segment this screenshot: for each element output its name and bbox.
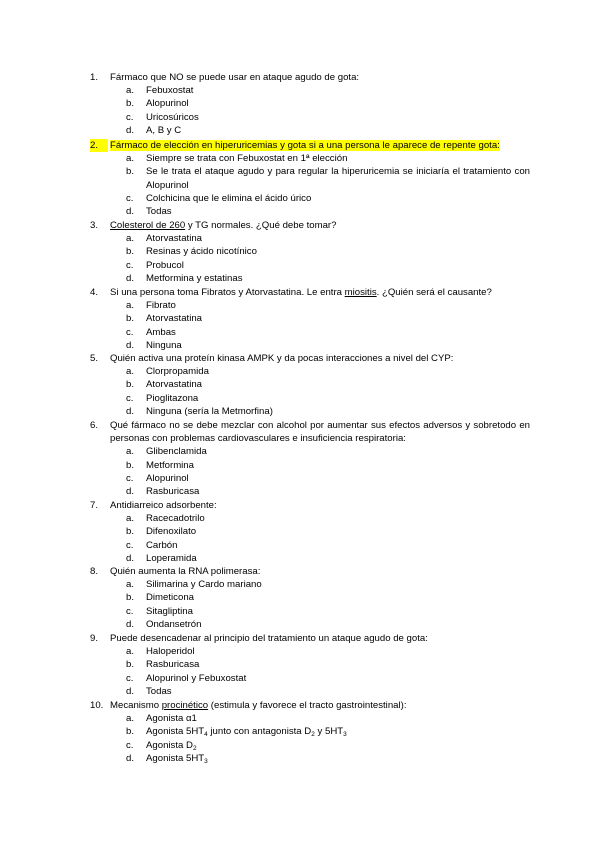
option-letter: b. bbox=[126, 726, 135, 738]
option-list bbox=[90, 645, 530, 698]
option-letter: a. bbox=[126, 446, 135, 458]
option-list bbox=[90, 578, 530, 631]
option-b bbox=[126, 312, 530, 325]
option-text: Pioglitazona bbox=[146, 392, 199, 404]
option-b bbox=[126, 725, 530, 739]
option-list bbox=[90, 84, 530, 137]
question-text: Quién activa una proteín kinasa AMPK y da pocas interacciones a nivel del CYP: bbox=[110, 353, 454, 364]
option-a bbox=[126, 512, 530, 525]
text-part: junto con antagonista D bbox=[207, 726, 312, 738]
question-10 bbox=[90, 699, 530, 765]
option-letter: b. bbox=[126, 379, 135, 391]
option-text: Alopurinol bbox=[146, 472, 189, 484]
option-d bbox=[126, 339, 530, 352]
question-number: 2. bbox=[90, 139, 108, 152]
question-text: Fármaco que NO se puede usar en ataque agudo de gota: bbox=[110, 72, 360, 83]
option-text: Racecadotrilo bbox=[146, 513, 205, 525]
option-text: Silimarina y Cardo mariano bbox=[146, 579, 262, 591]
option-letter: a. bbox=[126, 713, 135, 725]
option-text: Dimeticona bbox=[146, 592, 194, 604]
question-text: Quién aumenta la RNA polimerasa: bbox=[110, 566, 261, 577]
option-text: Agonista α1 bbox=[146, 713, 197, 725]
option-text: Ambas bbox=[146, 326, 176, 338]
option-letter: c. bbox=[126, 392, 134, 404]
option-letter: a. bbox=[126, 366, 135, 378]
question-text: Antidiarreico adsorbente: bbox=[110, 500, 217, 511]
option-c bbox=[126, 739, 530, 752]
option-letter: d. bbox=[126, 618, 135, 630]
option-letter: c. bbox=[126, 472, 134, 484]
question-text bbox=[110, 219, 530, 232]
option-letter: a. bbox=[126, 85, 135, 97]
option-text: Glibenclamida bbox=[146, 446, 207, 458]
option-text: Probucol bbox=[146, 259, 184, 271]
option-letter: a. bbox=[126, 153, 135, 165]
option-list bbox=[90, 152, 530, 218]
question-number: 10. bbox=[90, 700, 104, 711]
text-part: Agonista 5HT bbox=[146, 752, 205, 764]
option-c bbox=[126, 259, 530, 272]
option-letter: a. bbox=[126, 300, 135, 312]
question-number: 3. bbox=[90, 220, 99, 231]
option-c bbox=[126, 392, 530, 405]
question-2 bbox=[90, 139, 530, 218]
option-letter: d. bbox=[126, 124, 135, 136]
subscript: 3 bbox=[204, 757, 208, 765]
option-letter: a. bbox=[126, 233, 135, 245]
option-letter: d. bbox=[126, 405, 135, 417]
option-letter: b. bbox=[126, 592, 135, 604]
option-b bbox=[126, 245, 530, 258]
option-d bbox=[126, 124, 530, 137]
option-c bbox=[126, 672, 530, 685]
option-list bbox=[90, 232, 530, 285]
question-number: 8. bbox=[90, 566, 99, 577]
option-text: Fibrato bbox=[146, 300, 176, 312]
question-text-start: Mecanismo bbox=[110, 700, 162, 711]
option-text: Todas bbox=[146, 206, 172, 218]
text-part: Agonista 5HT bbox=[146, 726, 205, 738]
option-b bbox=[126, 591, 530, 604]
option-letter: a. bbox=[126, 646, 135, 658]
option-a bbox=[126, 84, 530, 97]
option-a bbox=[126, 712, 530, 725]
option-b bbox=[126, 459, 530, 472]
option-list bbox=[90, 299, 530, 352]
option-text: Loperamida bbox=[146, 552, 197, 564]
question-5 bbox=[90, 352, 530, 418]
option-letter: b. bbox=[126, 98, 135, 110]
option-letter: d. bbox=[126, 206, 135, 218]
option-text: Sitagliptina bbox=[146, 605, 193, 617]
option-a bbox=[126, 578, 530, 591]
subscript: 2 bbox=[192, 744, 197, 752]
option-text: Metformina bbox=[146, 459, 194, 471]
question-9 bbox=[90, 632, 530, 698]
option-a bbox=[126, 365, 530, 378]
option-d bbox=[126, 205, 530, 218]
option-a bbox=[126, 445, 530, 458]
option-text: Clorpropamida bbox=[146, 366, 209, 378]
option-letter: b. bbox=[126, 526, 135, 538]
option-b bbox=[126, 165, 530, 191]
option-text: Siempre se trata con Febuxostat en 1ª elección bbox=[146, 153, 348, 165]
option-list bbox=[90, 512, 530, 565]
option-letter: b. bbox=[126, 459, 135, 471]
question-4 bbox=[90, 286, 530, 352]
question-7 bbox=[90, 499, 530, 565]
option-a bbox=[126, 299, 530, 312]
option-letter: d. bbox=[126, 486, 135, 498]
text-part: Agonista D bbox=[146, 739, 193, 751]
subscript: 2 bbox=[311, 731, 315, 739]
option-letter: a. bbox=[126, 579, 135, 591]
option-text bbox=[146, 739, 530, 752]
option-a bbox=[126, 232, 530, 245]
option-letter: b. bbox=[126, 659, 135, 671]
option-text: A, B y C bbox=[146, 124, 182, 136]
option-b bbox=[126, 378, 530, 391]
question-number: 6. bbox=[90, 420, 99, 431]
option-c bbox=[126, 605, 530, 618]
option-letter: a. bbox=[126, 513, 135, 525]
option-c bbox=[126, 111, 530, 124]
option-text: Ondansetrón bbox=[146, 618, 202, 630]
option-b bbox=[126, 525, 530, 538]
option-letter: c. bbox=[126, 605, 134, 617]
question-1 bbox=[90, 71, 530, 137]
option-list bbox=[90, 365, 530, 418]
question-3 bbox=[90, 219, 530, 285]
option-text: Uricosúricos bbox=[146, 111, 199, 123]
option-letter: c. bbox=[126, 326, 134, 338]
option-text: Febuxostat bbox=[146, 85, 194, 97]
question-8 bbox=[90, 565, 530, 631]
question-text: Puede desencadenar al principio del tratamiento un ataque agudo de gota: bbox=[110, 633, 428, 644]
option-letter: b. bbox=[126, 166, 135, 178]
option-list bbox=[90, 445, 530, 498]
option-text: Rasburicasa bbox=[146, 486, 200, 498]
option-text: Todas bbox=[146, 685, 172, 697]
option-letter: d. bbox=[126, 272, 135, 284]
option-letter: b. bbox=[126, 246, 135, 258]
option-d bbox=[126, 618, 530, 631]
subscript: 4 bbox=[204, 731, 208, 739]
option-letter: b. bbox=[126, 313, 135, 325]
option-d bbox=[126, 552, 530, 565]
underlined-phrase: procinético bbox=[161, 700, 209, 711]
question-text-start: Si una persona toma Fibratos y Atorvastatina. Le entra bbox=[110, 287, 345, 298]
question-text-rest: (estimula y favorece el tracto gastrointestinal): bbox=[208, 700, 407, 711]
text-part: y 5HT bbox=[314, 726, 344, 738]
option-d bbox=[126, 685, 530, 698]
option-text: Resinas y ácido nicotínico bbox=[146, 246, 257, 258]
question-text bbox=[110, 286, 530, 299]
option-d bbox=[126, 405, 530, 418]
question-number: 5. bbox=[90, 353, 99, 364]
option-text: Alopurinol bbox=[146, 98, 189, 110]
option-b bbox=[126, 97, 530, 110]
option-text: Atorvastatina bbox=[146, 233, 202, 245]
question-number: 9. bbox=[90, 633, 99, 644]
underlined-phrase: Colesterol de 260 bbox=[110, 220, 186, 231]
option-text: Se le trata el ataque agudo y para regular la hiperuricemia se iniciaría el tratamiento con Alopurinol bbox=[146, 166, 530, 191]
question-text-highlighted: Fármaco de elección en hiperuricemias y gota si a una persona le aparece de repente gota: bbox=[110, 140, 500, 151]
option-text: Atorvastatina bbox=[146, 379, 202, 391]
question-number: 4. bbox=[90, 287, 99, 298]
option-text: Colchicina que le elimina el ácido úrico bbox=[146, 192, 312, 204]
option-text: Carbón bbox=[146, 539, 178, 551]
option-letter: d. bbox=[126, 552, 135, 564]
option-letter: d. bbox=[126, 339, 135, 351]
option-text: Alopurinol y Febuxostat bbox=[146, 672, 247, 684]
option-a bbox=[126, 645, 530, 658]
option-text: Atorvastatina bbox=[146, 313, 202, 325]
subscript: 3 bbox=[343, 731, 347, 739]
option-letter: c. bbox=[126, 259, 134, 271]
option-letter: d. bbox=[126, 685, 135, 697]
question-number: 1. bbox=[90, 72, 99, 83]
question-text-rest: . ¿Quién será el causante? bbox=[376, 287, 492, 298]
option-d bbox=[126, 272, 530, 285]
underlined-phrase: miositis bbox=[344, 287, 377, 298]
question-text-rest: y TG normales. ¿Qué debe tomar? bbox=[185, 220, 337, 231]
question-text bbox=[110, 699, 530, 712]
option-text bbox=[146, 725, 530, 738]
option-c bbox=[126, 539, 530, 552]
option-letter: c. bbox=[126, 539, 134, 551]
question-text: Qué fármaco no se debe mezclar con alcohol por aumentar sus efectos adversos y sobretodo en personas con problemas cardiovasculares e insuficiencia respiratoria: bbox=[110, 420, 530, 445]
option-text: Ninguna (sería la Metmorfina) bbox=[146, 405, 273, 417]
option-letter: c. bbox=[126, 192, 134, 204]
option-d bbox=[126, 752, 530, 765]
option-a bbox=[126, 152, 530, 165]
option-list bbox=[90, 712, 530, 765]
option-text: Ninguna bbox=[146, 339, 182, 351]
option-c bbox=[126, 472, 530, 485]
option-letter: c. bbox=[126, 739, 134, 751]
option-c bbox=[126, 326, 530, 339]
option-c bbox=[126, 192, 530, 205]
option-text bbox=[146, 752, 530, 765]
option-letter: d. bbox=[126, 752, 135, 764]
option-d bbox=[126, 485, 530, 498]
option-text: Haloperidol bbox=[146, 646, 195, 658]
option-text: Difenoxilato bbox=[146, 526, 197, 538]
question-6 bbox=[90, 419, 530, 498]
option-b bbox=[126, 658, 530, 671]
question-number: 7. bbox=[90, 500, 99, 511]
option-text: Metformina y estatinas bbox=[146, 272, 243, 284]
option-letter: c. bbox=[126, 111, 134, 123]
option-letter: c. bbox=[126, 672, 134, 684]
option-text: Rasburicasa bbox=[146, 659, 200, 671]
